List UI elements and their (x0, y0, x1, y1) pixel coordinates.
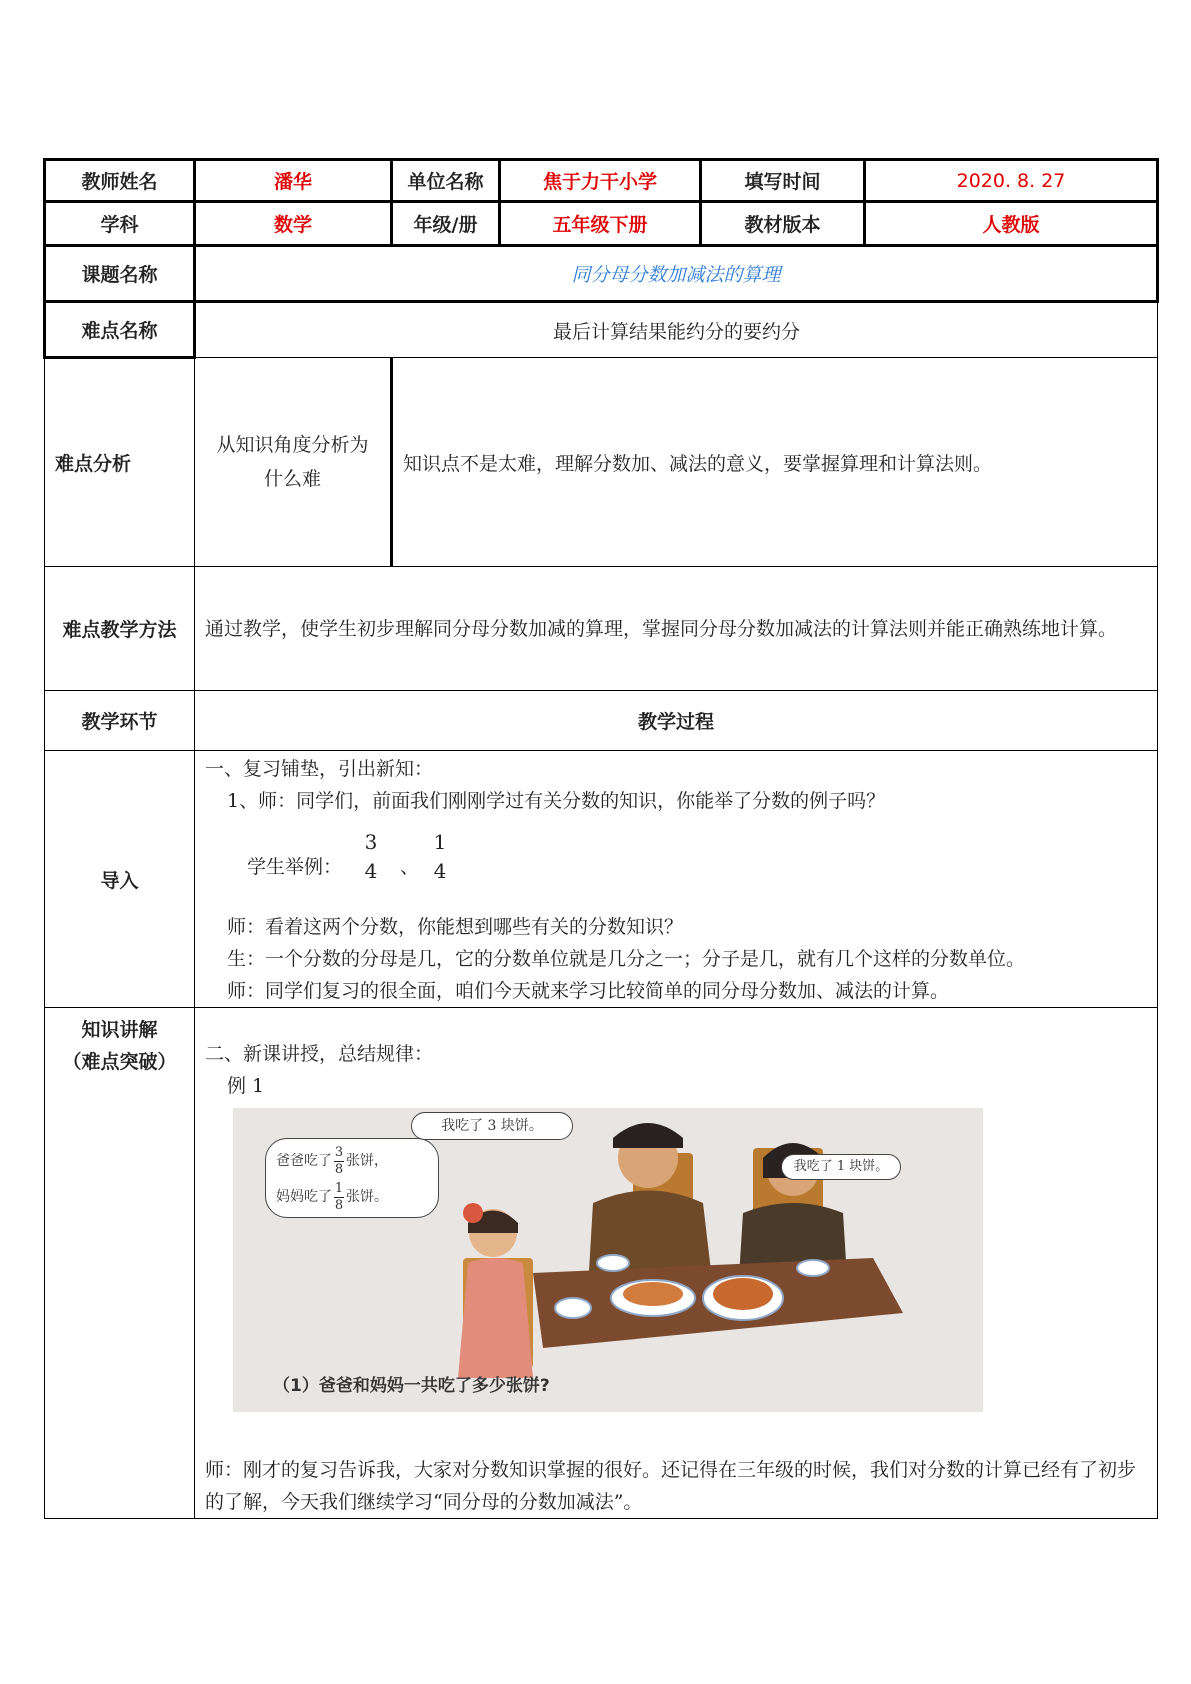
girl-bubble-line-1 (276, 1143, 438, 1179)
fraction-three-eighths (334, 1146, 344, 1177)
student-example-row (205, 817, 1147, 895)
example-number: 例 1 (227, 1075, 265, 1097)
unit-name: 焦于力干小学 (500, 160, 701, 202)
student-example-label: 学生举例： (247, 856, 343, 878)
intro-line-5: 师：同学们复习的很全面，咱们今天就来学习比较简单的同分母分数加、减法的计算。 (227, 980, 950, 1002)
fraction-denominator: 8 (334, 1197, 344, 1213)
fraction-denominator: 8 (334, 1161, 344, 1177)
knowledge-label-main: 知识讲解 (81, 1019, 158, 1041)
example-question: （1）爸爸和妈妈一共吃了多少张饼? (273, 1376, 550, 1396)
girl-bubble-text: 妈妈吃了 (276, 1189, 332, 1205)
girl-bubble-line-2 (276, 1179, 438, 1215)
example-illustration (233, 1108, 983, 1412)
fraction-denominator: 4 (433, 858, 447, 883)
mom-speech-bubble: 我吃了 1 块饼。 (781, 1154, 901, 1180)
edition-value: 人教版 (865, 202, 1158, 246)
lesson-plan-form (43, 158, 1156, 1519)
fill-time: 2020. 8. 27 (865, 160, 1158, 202)
dad-speech-bubble: 我吃了 3 块饼。 (411, 1112, 573, 1140)
fraction-numerator: 3 (334, 1144, 344, 1160)
topic-value: 同分母分数加减法的算理 (195, 246, 1158, 302)
intro-line-2: 1、师：同学们，前面我们刚刚学过有关分数的知识，你能举了分数的例子吗？ (227, 790, 886, 812)
fraction-numerator: 1 (334, 1180, 344, 1196)
analysis-sub-label: 从知识角度分析为什么难 (195, 358, 392, 567)
method-label: 难点教学方法 (45, 567, 195, 691)
intro-content (195, 751, 1158, 1008)
process-stage-label: 教学环节 (45, 691, 195, 751)
fraction-one-eighth (334, 1182, 344, 1213)
lesson-plan-table (43, 158, 1159, 1519)
knowledge-content (195, 1008, 1158, 1519)
difficulty-label: 难点名称 (45, 302, 195, 358)
edition-label: 教材版本 (701, 202, 865, 246)
intro-line-4: 生：一个分数的分母是几，它的分数单位就是几分之一；分子是几，就有几个这样的分数单位。 (227, 948, 1026, 970)
intro-line-1: 一、复习铺垫，引出新知： (205, 758, 434, 780)
analysis-label: 难点分析 (45, 358, 195, 567)
knowledge-line-2: 师：刚才的复习告诉我，大家对分数知识掌握的很好。还记得在三年级的时候，我们对分数的计算已经有了初步的了解，今天我们继续学习“同分母的分数加减法”。 (205, 1459, 1137, 1513)
teacher-name: 潘华 (195, 160, 392, 202)
knowledge-line-1: 二、新课讲授，总结规律： (205, 1043, 434, 1065)
girl-speech-bubble (265, 1138, 439, 1218)
intro-label: 导入 (45, 751, 195, 1008)
analysis-text: 知识点不是太难，理解分数加、减法的意义，要掌握算理和计算法则。 (392, 358, 1158, 567)
subject-value: 数学 (195, 202, 392, 246)
girl-bubble-text: 爸爸吃了 (276, 1153, 332, 1169)
process-header: 教学过程 (195, 691, 1158, 751)
fraction-three-quarters (364, 830, 378, 883)
knowledge-label (45, 1008, 195, 1519)
girl-bubble-text: 张饼， (346, 1153, 388, 1169)
fraction-denominator: 4 (364, 858, 378, 883)
unit-label: 单位名称 (392, 160, 500, 202)
fraction-one-quarter (433, 830, 447, 883)
teacher-label: 教师姓名 (45, 160, 195, 202)
knowledge-label-sub: （难点突破） (62, 1051, 177, 1073)
difficulty-value: 最后计算结果能约分的要约分 (195, 302, 1158, 358)
grade-label: 年级/册 (392, 202, 500, 246)
example-separator: 、 (400, 856, 420, 878)
subject-label: 学科 (45, 202, 195, 246)
fraction-numerator: 3 (364, 829, 378, 854)
time-label: 填写时间 (701, 160, 865, 202)
girl-bubble-text: 张饼。 (346, 1189, 388, 1205)
grade-value: 五年级下册 (500, 202, 701, 246)
method-text: 通过教学，使学生初步理解同分母分数加减的算理，掌握同分母分数加减法的计算法则并能正确熟练地计算。 (195, 567, 1158, 691)
fraction-numerator: 1 (433, 829, 447, 854)
intro-line-3: 师：看着这两个分数，你能想到哪些有关的分数知识？ (227, 916, 684, 938)
topic-label: 课题名称 (45, 246, 195, 302)
